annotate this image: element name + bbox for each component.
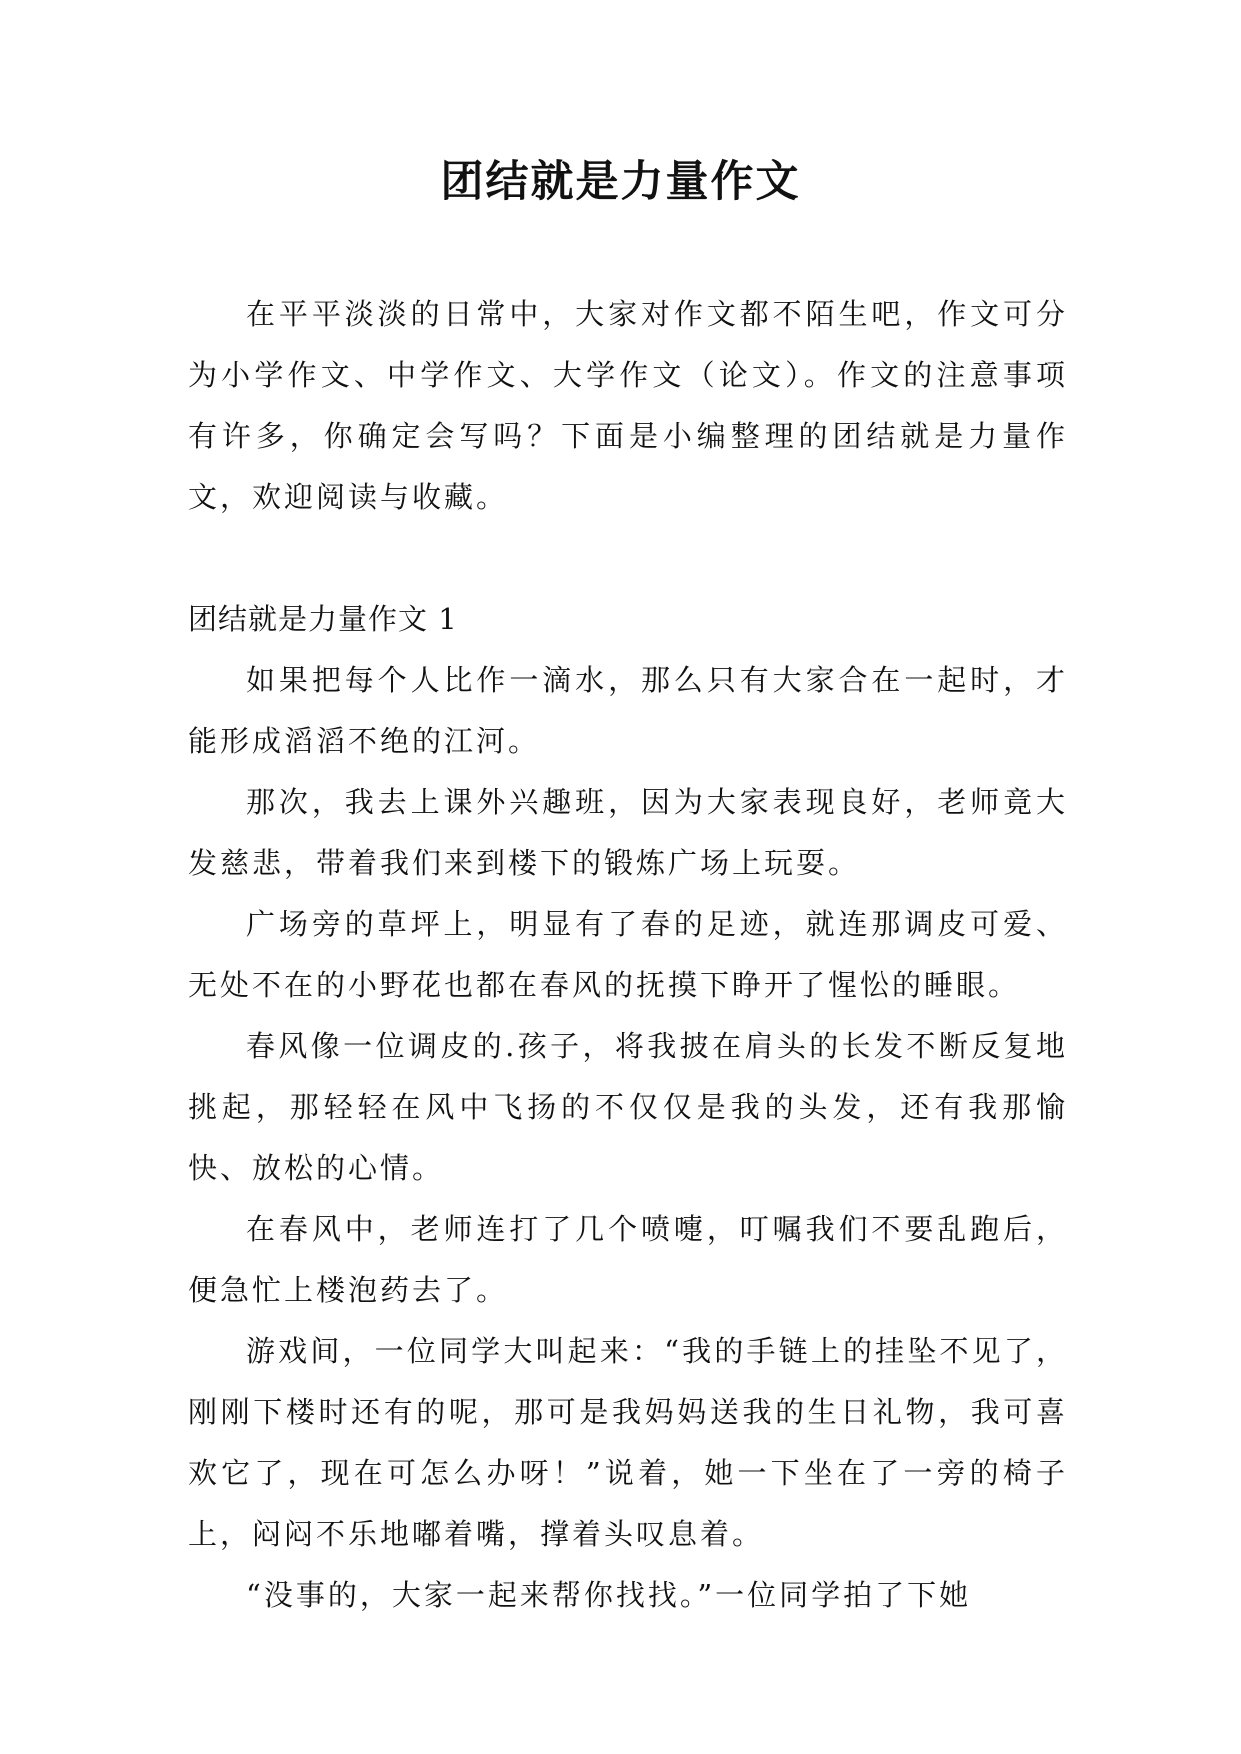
body-paragraph: 春风像一位调皮的.孩子，将我披在肩头的长发不断反复地挑起，那轻轻在风中飞扬的不仅仅是我的头发，还有我那愉快、放松的心情。 — [188, 1029, 1068, 1185]
body-paragraph: “没事的，大家一起来帮你找找。”一位同学拍了下她 — [246, 1578, 972, 1612]
body-paragraph: 游戏间，一位同学大叫起来：“我的手链上的挂坠不见了，刚刚下楼时还有的呢，那可是我妈妈送我的生日礼物，我可喜欢它了，现在可怎么办呀！”说着，她一下坐在了一旁的椅子上，闷闷不乐地嘟着嘴，撑着头叹息着。 — [188, 1334, 1068, 1551]
section-heading: 团结就是力量作文 1 — [188, 602, 458, 636]
intro-paragraph: 在平平淡淡的日常中，大家对作文都不陌生吧，作文可分为小学作文、中学作文、大学作文（论文）。作文的注意事项有许多，你确定会写吗？下面是小编整理的团结就是力量作文，欢迎阅读与收藏。 — [188, 297, 1068, 514]
document-title: 团结就是力量作文 — [440, 157, 801, 207]
body-paragraph: 在春风中，老师连打了几个喷嚏，叮嘱我们不要乱跑后，便急忙上楼泡药去了。 — [188, 1212, 1068, 1307]
document-body — [188, 284, 1068, 1626]
body-paragraph: 如果把每个人比作一滴水，那么只有大家合在一起时，才能形成滔滔不绝的江河。 — [188, 663, 1068, 758]
body-paragraph: 那次，我去上课外兴趣班，因为大家表现良好，老师竟大发慈悲，带着我们来到楼下的锻炼广场上玩耍。 — [188, 785, 1068, 880]
body-paragraph: 广场旁的草坪上，明显有了春的足迹，就连那调皮可爱、无处不在的小野花也都在春风的抚摸下睁开了惺忪的睡眼。 — [188, 907, 1068, 1002]
